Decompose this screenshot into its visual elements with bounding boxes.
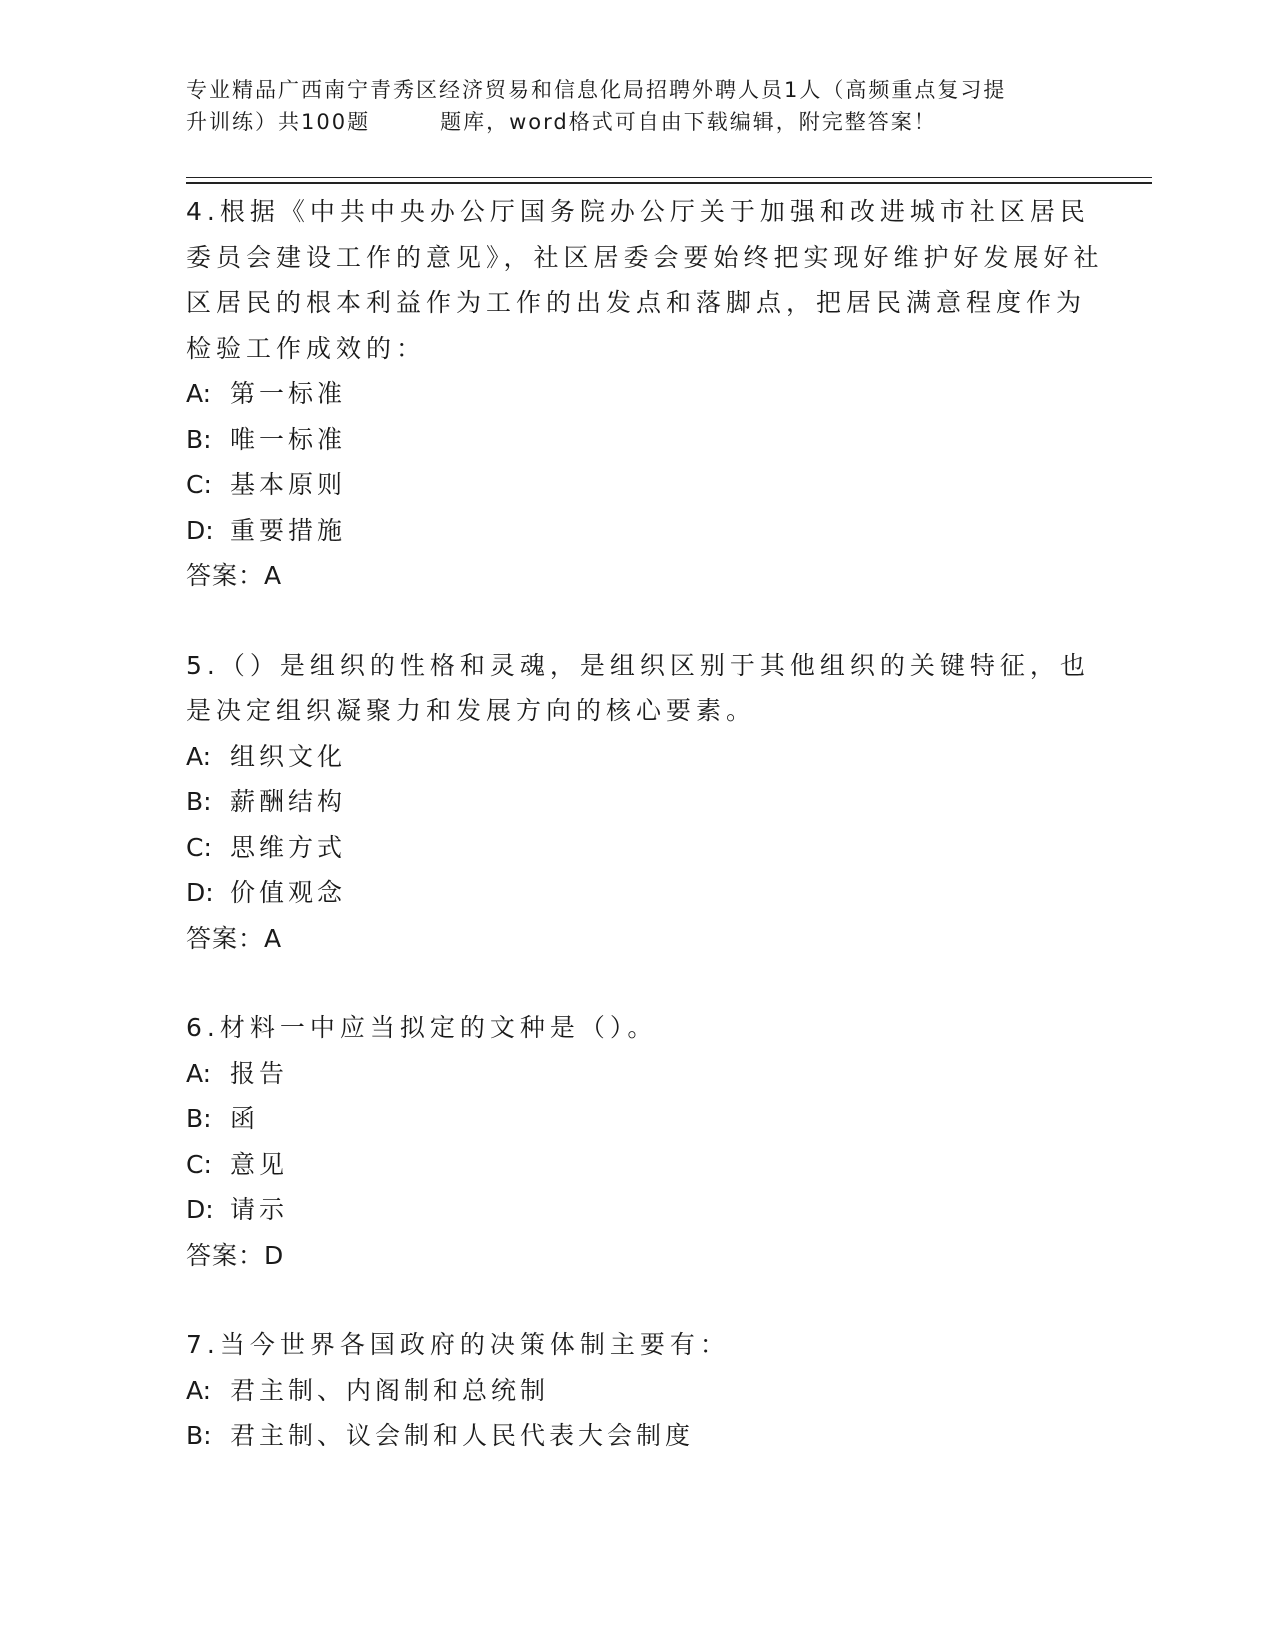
header-rule-thick: [186, 182, 1152, 184]
option-text: 唯一标准: [230, 424, 347, 454]
option-a: [186, 1051, 1106, 1097]
page-header: [186, 74, 1086, 138]
option-key: D:: [186, 1195, 214, 1224]
option-c: [186, 1142, 1106, 1188]
question-stem: 6.材料一中应当拟定的文种是（）。: [186, 1013, 658, 1042]
answer-line: 答案：A: [186, 561, 283, 590]
question-5: [186, 643, 1106, 962]
question-7: [186, 1322, 1106, 1459]
option-key: C:: [186, 470, 212, 499]
option-text: 基本原则: [230, 470, 347, 499]
option-b: [186, 1413, 1106, 1459]
header-line-2-right: 题库，word格式可自由下载编辑，附完整答案！: [440, 110, 937, 134]
option-key: A:: [186, 741, 212, 771]
option-text: 意见: [230, 1149, 289, 1179]
question-4: [186, 189, 1106, 599]
option-text: 函: [230, 1104, 260, 1133]
option-key: C:: [186, 832, 212, 862]
question-stem: 7.当今世界各国政府的决策体制主要有：: [186, 1330, 730, 1359]
answer-line: 答案：D: [186, 1240, 285, 1270]
option-key: B:: [186, 787, 212, 816]
option-text: 请示: [230, 1195, 289, 1224]
option-key: B:: [186, 1104, 212, 1133]
option-key: B:: [186, 1421, 212, 1450]
option-b: [186, 417, 1106, 463]
option-text: 薪酬结构: [230, 787, 347, 816]
option-b: [186, 1096, 1106, 1142]
option-key: A:: [186, 379, 212, 408]
option-key: A:: [186, 1375, 212, 1405]
option-d: [186, 870, 1106, 916]
option-text: 报告: [230, 1058, 289, 1088]
option-d: [186, 1187, 1106, 1233]
answer-line: 答案：A: [186, 923, 283, 953]
option-text: 组织文化: [230, 741, 347, 771]
question-stem: 4.根据《中共中央办公厅国务院办公厅关于加强和改进城市社区居民委员会建设工作的意见》，社区居委会要始终把实现好维护好发展好社区居民的根本利益作为工作的出发点和落脚点，把居民满意程度作为检验工作成效的：: [186, 197, 1104, 363]
question-list: [186, 189, 1106, 1503]
question-6: [186, 1005, 1106, 1278]
option-a: [186, 371, 1106, 417]
option-text: 君主制、内阁制和总统制: [230, 1375, 550, 1405]
option-text: 思维方式: [230, 832, 347, 862]
header-line-2-left: 升训练）共100题: [186, 110, 371, 134]
header-rule-thin: [186, 177, 1152, 178]
option-key: B:: [186, 424, 212, 454]
option-key: D:: [186, 515, 214, 545]
header-line-2: [186, 106, 1086, 138]
option-key: D:: [186, 878, 214, 907]
option-a: [186, 734, 1106, 780]
option-b: [186, 779, 1106, 825]
question-stem: 5.（）是组织的性格和灵魂，是组织区别于其他组织的关键特征，也是决定组织凝聚力和发展方向的核心要素。: [186, 650, 1090, 725]
option-key: C:: [186, 1149, 212, 1179]
option-text: 第一标准: [230, 379, 347, 408]
option-text: 君主制、议会制和人民代表大会制度: [230, 1421, 695, 1450]
option-d: [186, 508, 1106, 554]
option-text: 重要措施: [230, 515, 347, 545]
option-a: [186, 1368, 1106, 1414]
header-line-1: 专业精品广西南宁青秀区经济贸易和信息化局招聘外聘人员1人（高频重点复习提: [186, 78, 1007, 102]
option-key: A:: [186, 1058, 212, 1088]
option-c: [186, 462, 1106, 508]
option-c: [186, 825, 1106, 871]
option-text: 价值观念: [230, 878, 347, 907]
